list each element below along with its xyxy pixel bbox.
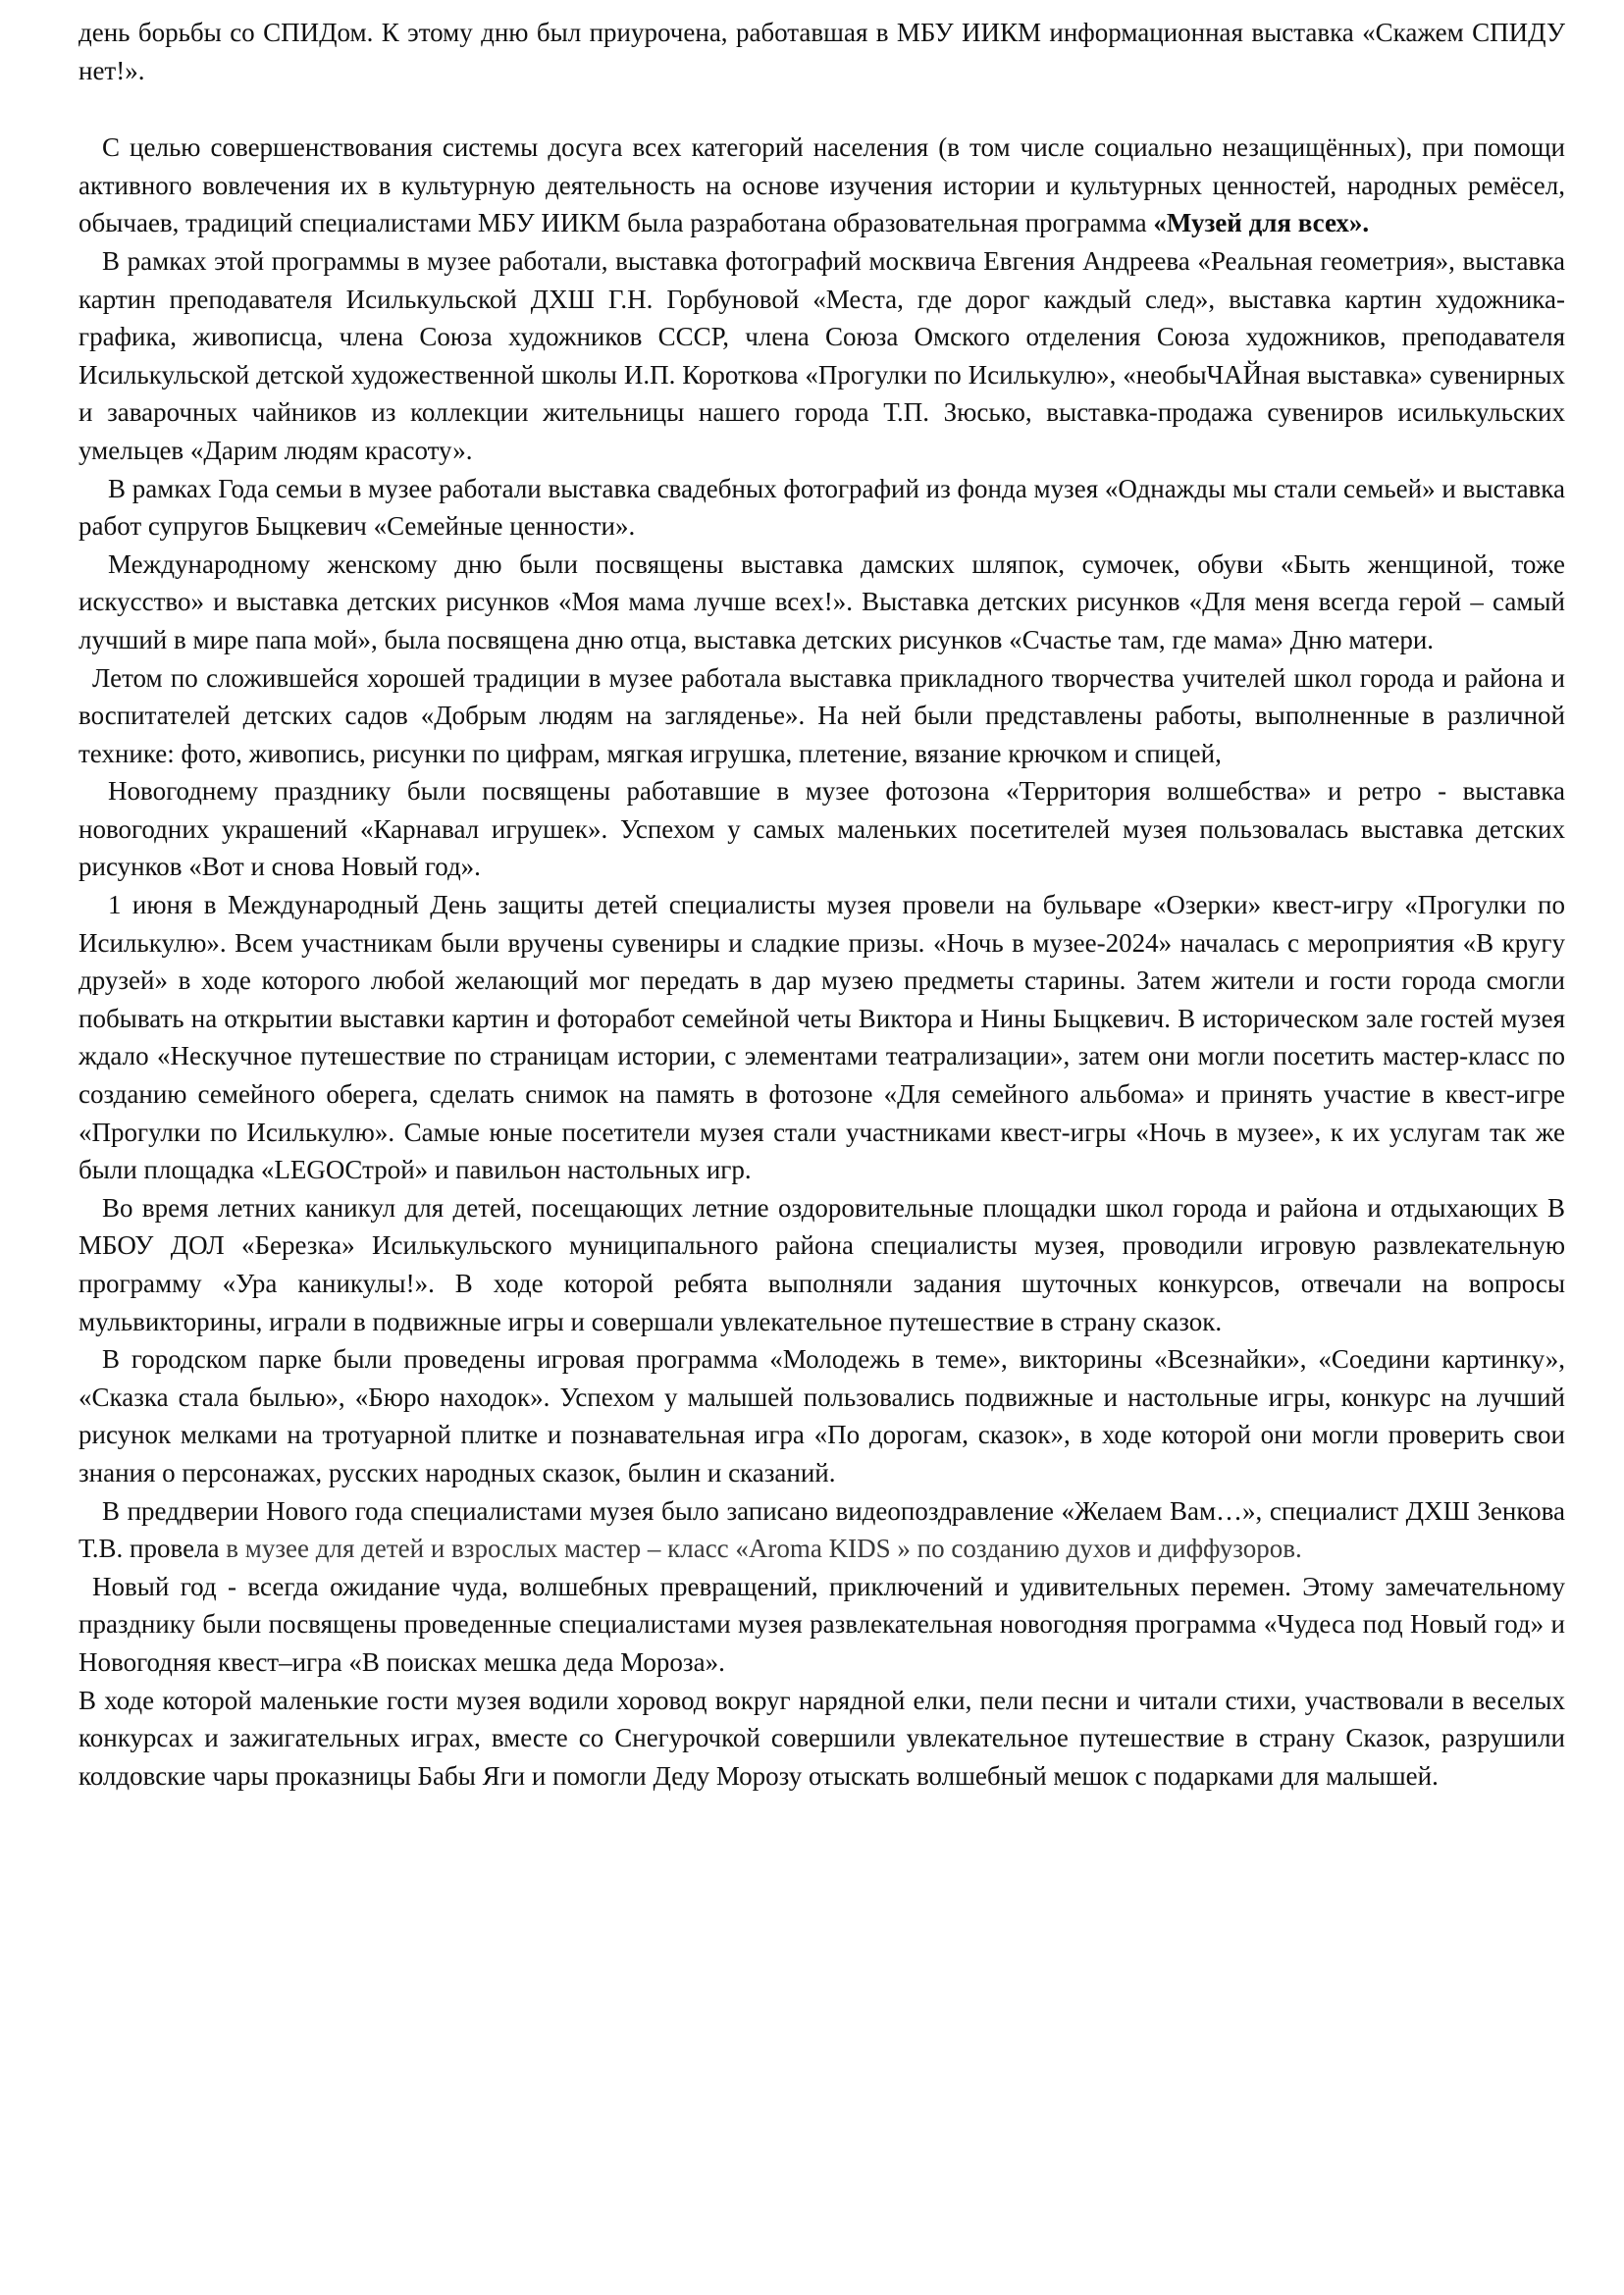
master-class-text: в музее для детей и взрослых мастер – класс «Aroma KIDS » по созданию духов и диффузоров. xyxy=(226,1534,1302,1564)
paragraph-summer-exhibition: Летом по сложившейся хорошей традиции в музее работала выставка прикладного творчества учителей школ города и района и воспитателей детских садов «Добрым людям на загляденье». На ней были представлены работы, выполненные в различной технике: фото, живопись, рисунки по цифрам, мягкая игрушка, плетение, вязание крючком и спицей, xyxy=(79,662,1565,768)
paragraph-new-year-exhibition: Новогоднему празднику были посвящены работавшие в музее фотозона «Территория волшебства» и ретро - выставка новогодних украшений «Карнавал игрушек». Успехом у самых маленьких посетителей музея пользовалась выставка детских рисунков «Вот и снова Новый год». xyxy=(79,776,1565,882)
paragraph-womens-day: Международному женскому дню были посвящены выставка дамских шляпок, сумочек, обуви «Быть женщиной, тоже искусство» и выставка детских рисунков «Моя мама лучше всех!». Выставка детских рисунков «Для меня всегда герой – самый лучший в мире папа мой», была посвящена дню отца, выставка детских рисунков «Счастье там, где мама» Дню матери. xyxy=(79,548,1565,654)
paragraph-year-of-family: В рамках Года семьи в музее работали выставка свадебных фотографий из фонда музея «Однажды мы стали семьей» и выставка работ супругов Быцкевич «Семейные ценности». xyxy=(79,473,1565,542)
paragraph-museum-for-all-program: С целью совершенствования системы досуга всех категорий населения (в том числе социально незащищённых), при помощи активного вовлечения их в культурную деятельность на основе изучения истории и культурных ценностей, народных ремёсел, обычаев, традиций специалистами МБУ ИИКМ была разработана образовательная программа «Музей для всех». xyxy=(79,132,1565,238)
paragraph-aids-day: день борьбы со СПИДом. К этому дню был приурочена, работавшая в МБУ ИИКМ информационная выставка «Скажем СПИДУ нет!». xyxy=(79,18,1565,85)
paragraph-new-year-program: Новый год - всегда ожидание чуда, волшебных превращений, приключений и удивительных перемен. Этому замечательному празднику были посвящены проведенные специалистами музея развлекательная новогодняя программа «Чудеса под Новый год» и Новогодняя квест–игра «В поисках мешка деда Мороза». xyxy=(79,1571,1565,1677)
program-title: «Музей для всех». xyxy=(1153,208,1370,238)
paragraph-childrens-day-museum-night: 1 июня в Международный День защиты детей специалисты музея провели на бульваре «Озерки» квест-игру «Прогулки по Исилькулю». Всем участникам были вручены сувениры и сладкие призы. «Ночь в музее-2024» началась с мероприятия «В кругу друзей» в ходе которого любой желающий мог передать в дар музею предметы старины. Затем жители и гости города смогли побывать на открытии выставки картин и фоторабот семейной четы Виктора и Нины Быцкевич. В историческом зале гостей музея ждало «Нескучное путешествие по страницам истории, с элементами театрализации», затем они могли посетить мастер-класс по созданию семейного оберега, сделать снимок на память в фотозоне «Для семейного альбома» и принять участие в квест-игре «Прогулки по Исилькулю». Самые юные посетители музея стали участниками квест-игры «Ночь в музее», к их услугам так же были площадка «LEGOСтрой» и павильон настольных игр. xyxy=(79,890,1565,1185)
paragraph-city-park: В городском парке были проведены игровая программа «Молодежь в теме», викторины «Всезнайки», «Соедини картинку», «Сказка стала былью», «Бюро находок». Успехом у малышей пользовались подвижные и настольные игры, конкурс на лучший рисунок мелками на тротуарной плитке и познавательная игра «По дорогам, сказок», в ходе которой они могли проверить свои знания о персонажах, русских народных сказок, былин и сказаний. xyxy=(79,1344,1565,1487)
paragraph-new-year-quest: В ходе которой маленькие гости музея водили хоровод вокруг нарядной елки, пели песни и читали стихи, участвовали в веселых конкурсах и зажигательных играх, вместе со Снегурочкой совершили увлекательное путешествие в страну Сказок, разрушили колдовские чары проказницы Бабы Яги и помогли Деду Морозу отыскать волшебный мешок с подарками для малышей. xyxy=(79,1685,1565,1791)
paragraph-new-year-eve: В преддверии Нового года специалистами музея было записано видеопоздравление «Желаем Вам…», специалист ДХШ Зенкова Т.В. провела в музее для детей и взрослых мастер – класс «Aroma KIDS » по созданию духов и диффузоров. xyxy=(79,1495,1565,1564)
paragraph-summer-holidays: Во время летних каникул для детей, посещающих летние оздоровительные площадки школ города и района и отдыхающих В МБОУ ДОЛ «Березка» Исилькульского муниципального района специалисты музея, проводили игровую развлекательную программу «Ура каникулы!». В ходе которой ребята выполняли задания шуточных конкурсов, отвечали на вопросы мульвикторины, играли в подвижные игры и совершали увлекательное путешествие в страну сказок. xyxy=(79,1192,1565,1336)
paragraph-program-exhibitions: В рамках этой программы в музее работали, выставка фотографий москвича Евгения Андреева «Реальная геометрия», выставка картин преподавателя Исилькульской ДХШ Г.Н. Горбуновой «Места, где дорог каждый след», выставка картин художника-графика, живописца, члена Союза художников СССР, члена Союза Омского отделения Союза художников, преподавателя Исилькульской детской художественной школы И.П. Короткова «Прогулки по Исилькулю», «необыЧАЙная выставка» сувенирных и заварочных чайников из коллекции жительницы нашего города Т.П. Зюсько, выставка-продажа сувениров исилькульских умельцев «Дарим людям красоту». xyxy=(79,245,1565,465)
